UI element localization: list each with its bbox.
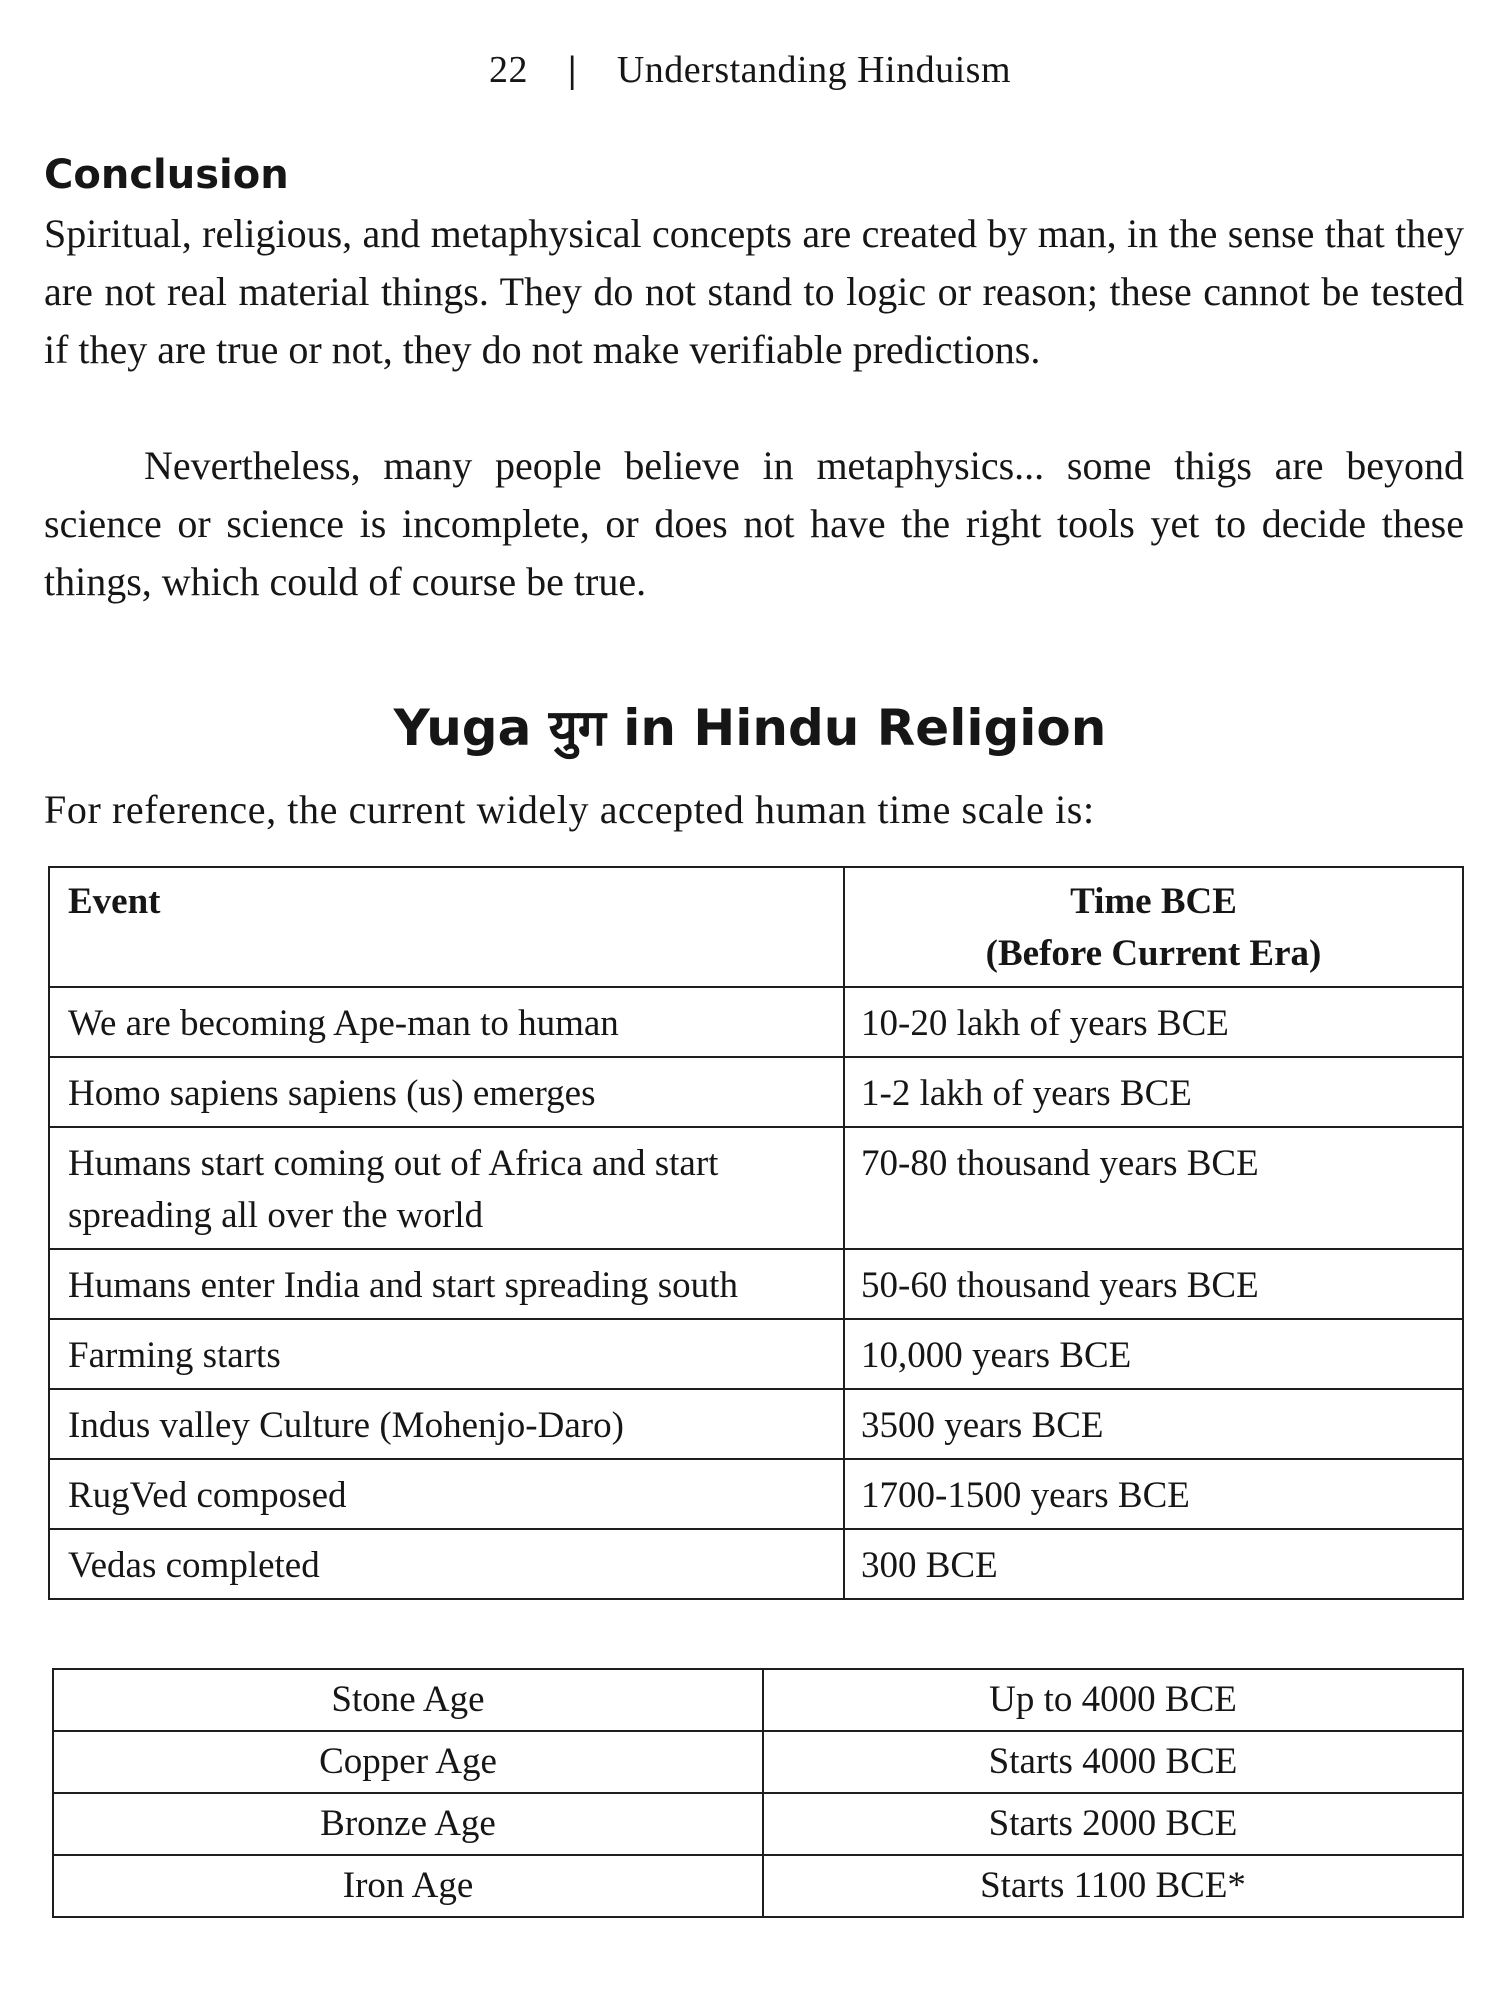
time-cell: 300 BCE	[844, 1529, 1463, 1599]
time-cell: 1700-1500 years BCE	[844, 1459, 1463, 1529]
chapter-title: Yuga युग in Hindu Religion	[393, 699, 1107, 757]
book-title: Understanding Hinduism	[616, 49, 1011, 91]
age-time-cell: Starts 2000 BCE	[763, 1793, 1463, 1855]
table-row	[49, 987, 1463, 1057]
event-cell: Humans enter India and start spreading south	[49, 1249, 844, 1319]
header-time-line2: (Before Current Era)	[985, 933, 1322, 974]
section-heading: Conclusion	[44, 152, 289, 198]
table-row	[49, 1389, 1463, 1459]
time-cell: 3500 years BCE	[844, 1389, 1463, 1459]
event-cell: Homo sapiens sapiens (us) emerges	[49, 1057, 844, 1127]
table-row	[49, 1529, 1463, 1599]
running-header	[0, 48, 1500, 92]
table-header-row	[49, 867, 1463, 987]
age-cell: Iron Age	[53, 1855, 763, 1917]
paragraph: Spiritual, religious, and metaphysical concepts are created by man, in the sense that they are not real material things. They do not stand to logic or reason; these cannot be tested if they are true or not, they do not make verifiable predictions.	[44, 211, 1464, 372]
event-cell: Farming starts	[49, 1319, 844, 1389]
age-cell: Copper Age	[53, 1731, 763, 1793]
table-row	[49, 1459, 1463, 1529]
intro-text: For reference, the current widely accepted human time scale is:	[44, 787, 1095, 832]
event-cell: RugVed composed	[49, 1459, 844, 1529]
age-time-cell: Starts 4000 BCE	[763, 1731, 1463, 1793]
header-time	[844, 867, 1463, 987]
time-cell: 50-60 thousand years BCE	[844, 1249, 1463, 1319]
age-time-cell: Up to 4000 BCE	[763, 1669, 1463, 1731]
event-cell: We are becoming Ape-man to human	[49, 987, 844, 1057]
table-row	[53, 1731, 1463, 1793]
age-cell: Stone Age	[53, 1669, 763, 1731]
table-row	[53, 1855, 1463, 1917]
table-row	[49, 1127, 1463, 1249]
table-row	[49, 1057, 1463, 1127]
header-time-line1: Time BCE	[1070, 881, 1237, 922]
time-cell: 70-80 thousand years BCE	[844, 1127, 1463, 1249]
header-separator: |	[567, 49, 577, 91]
header-event: Event	[49, 867, 844, 987]
age-cell: Bronze Age	[53, 1793, 763, 1855]
event-cell: Humans start coming out of Africa and start spreading all over the world	[49, 1127, 844, 1249]
event-cell: Vedas completed	[49, 1529, 844, 1599]
time-cell: 10-20 lakh of years BCE	[844, 987, 1463, 1057]
table-row	[53, 1793, 1463, 1855]
time-cell: 1-2 lakh of years BCE	[844, 1057, 1463, 1127]
ages-table	[52, 1668, 1464, 1918]
table-row	[49, 1249, 1463, 1319]
paragraph: Nevertheless, many people believe in metaphysics... some thigs are beyond science or science is incomplete, or does not have the right tools yet to decide these things, which could of course be true.	[44, 443, 1464, 604]
page-number: 22	[488, 49, 528, 91]
time-cell: 10,000 years BCE	[844, 1319, 1463, 1389]
event-cell: Indus valley Culture (Mohenjo-Daro)	[49, 1389, 844, 1459]
timeline-table	[48, 866, 1464, 1600]
table-row	[53, 1669, 1463, 1731]
age-time-cell: Starts 1100 BCE*	[763, 1855, 1463, 1917]
table-row	[49, 1319, 1463, 1389]
